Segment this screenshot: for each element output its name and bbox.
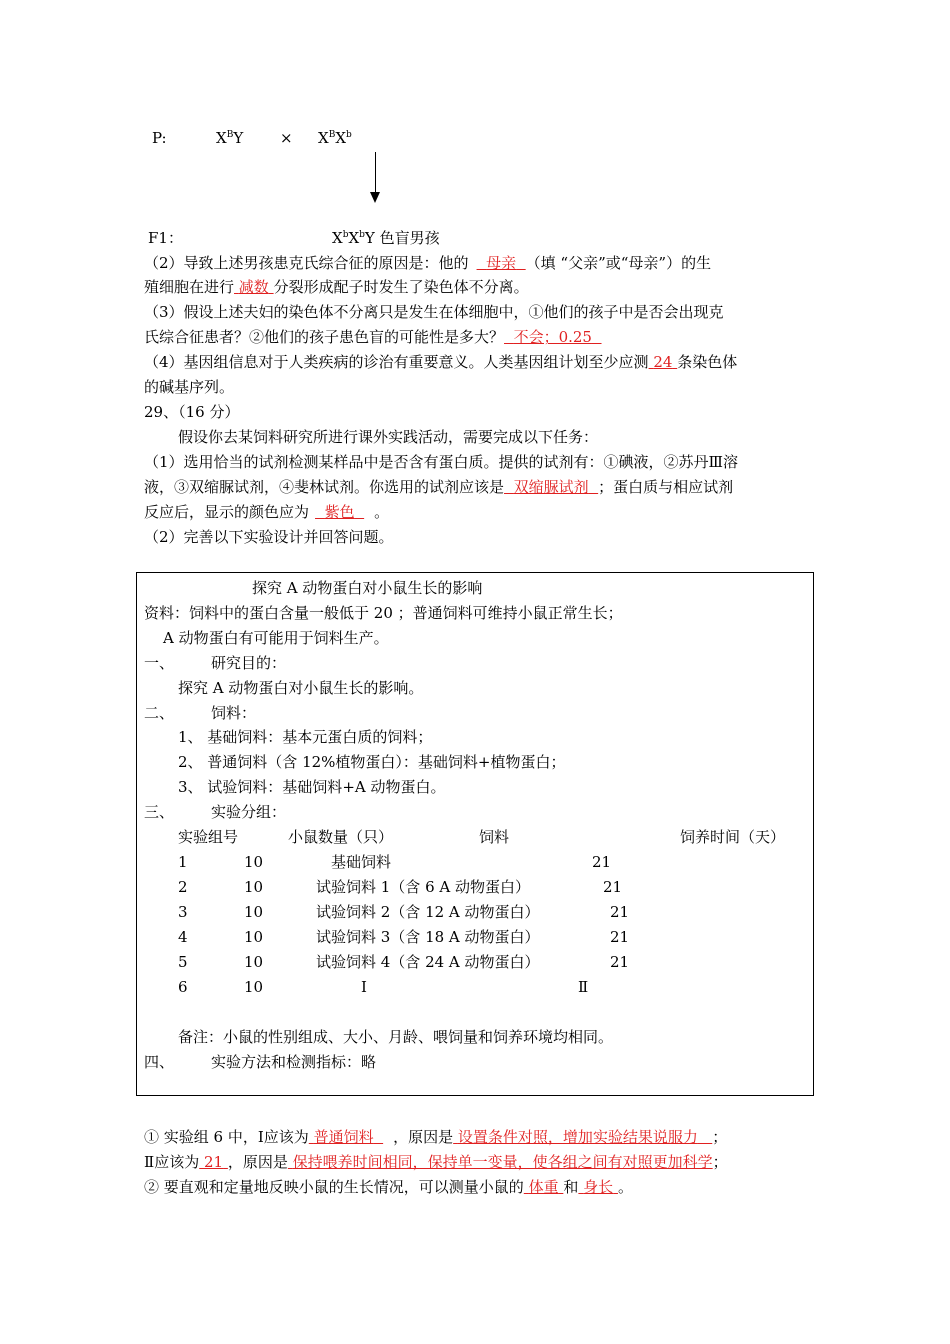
q29-p1-line2: 液，③双缩脲试剂，④斐林试剂。你选用的试剂应该是 双缩脲试剂 ；蛋白质与相应试剂 [144,478,734,496]
answer-line-1: ① 实验组 6 中，Ⅰ应该为 普通饲料 ，原因是 设置条件对照，增加实验结果说服力 ； [144,1128,728,1146]
q3-answer: 不会；0.25 [513,328,592,346]
table-row-6-days-blank: Ⅱ [578,978,589,996]
table-header-group: 实验组号 [178,828,239,846]
box-feed2: 2、 普通饲料（含 12%植物蛋白）：基础饲料+植物蛋白； [178,753,566,771]
box-title: 探究 A 动物蛋白对小鼠生长的影响 [252,579,483,597]
answer-line-3: ② 要直观和定量地反映小鼠的生长情况，可以测量小鼠的 体重 和 身长 。 [144,1178,633,1196]
table-row-4-count: 10 [244,928,264,946]
box-material-line1: 资料：饲料中的蛋白含量一般低于 20 ；普通饲料可维持小鼠正常生长； [144,604,623,622]
table-row-2-group: 2 [178,878,188,896]
table-row-3-group: 3 [178,903,188,921]
cross-arrow-head-icon [370,192,380,203]
q3-line1: （3）假设上述夫妇的染色体不分离只是发生在体细胞中，①他们的孩子中是否会出现克 [144,303,724,321]
box-sec1-num: 一、 [144,654,175,672]
q4-answer: 24 [653,353,673,371]
answer-reason-1: 设置条件对照，增加实验结果说服力 [457,1128,698,1146]
answer-days-blank-2: 21 [203,1153,224,1171]
table-row-5-feed: 试验饲料 4（含 24 A 动物蛋白） [316,953,540,971]
table-row-2-feed: 试验饲料 1（含 6 A 动物蛋白） [316,878,530,896]
box-sec2-title: 饲料： [211,704,257,722]
table-row-3-feed: 试验饲料 2（含 12 A 动物蛋白） [316,903,540,921]
box-note: 备注：小鼠的性别组成、大小、月龄、喂饲量和饲养环境均相同。 [178,1028,614,1046]
q2-line1: （2）导致上述男孩患克氏综合征的原因是：他的 母亲 （填 “父亲”或“母亲”）的生 [144,254,712,272]
table-row-5-group: 5 [178,953,188,971]
table-row-1-days: 21 [592,853,612,871]
answer-weight: 体重 [528,1178,559,1196]
table-header-feed: 饲料 [479,828,510,846]
box-sec1-body: 探究 A 动物蛋白对小鼠生长的影响。 [178,679,424,697]
table-row-1-group: 1 [178,853,188,871]
answer-reason-2: 保持喂养时间相同，保持单一变量，使各组之间有对照更加科学 [292,1153,713,1171]
cross-mother: $X^BX^b$ [318,129,352,147]
q29-p2: （2）完善以下实验设计并回答问题。 [144,528,394,546]
box-sec4-title: 实验方法和检测指标：略 [211,1053,377,1071]
table-header-days: 饲养时间（天） [680,828,786,846]
q29-answer-color: 紫色 [324,503,355,521]
box-feed1: 1、 基础饲料：基本元蛋白质的饲料； [178,728,433,746]
table-row-5-days: 21 [610,953,630,971]
q2-line2: 殖细胞在进行 减数 分裂形成配子时发生了染色体不分离。 [144,278,529,296]
q3-line2: 氏综合征患者？②他们的孩子患色盲的可能性是多大？ 不会；0.25 [144,327,602,347]
table-row-1-feed: 基础饲料 [331,853,392,871]
box-sec1-title: 研究目的： [211,654,287,672]
table-row-1-count: 10 [244,853,264,871]
table-row-6-count: 10 [244,978,264,996]
table-row-6-group: 6 [178,978,188,996]
cross-arrow-line [375,152,376,194]
box-sec3-num: 三、 [144,803,175,821]
q29-p1-line3: 反应后，显示的颜色应为 紫色 。 [144,503,390,521]
box-sec4-num: 四、 [144,1053,175,1071]
q29-heading: 29、（16 分） [144,403,240,421]
cross-p-label: P: [152,129,167,147]
table-row-4-days: 21 [610,928,630,946]
cross-father: $X^BY$ [216,129,244,147]
table-row-3-count: 10 [244,903,264,921]
box-feed3: 3、 试验饲料：基础饲料+A 动物蛋白。 [178,778,446,796]
cross-times-sign: × [280,129,293,147]
box-material-line2: A 动物蛋白有可能用于饲料生产。 [163,629,389,647]
q29-intro: 假设你去某饲料研究所进行课外实践活动，需要完成以下任务： [178,428,599,446]
q4-line1: （4）基因组信息对于人类疾病的诊治有重要意义。人类基因组计划至少应测 24 条染色体 [144,353,738,371]
q29-answer-reagent: 双缩脲试剂 [513,478,589,496]
table-row-3-days: 21 [610,903,630,921]
table-row-2-count: 10 [244,878,264,896]
q29-p1-line1: （1）选用恰当的试剂检测某样品中是否含有蛋白质。提供的试剂有：①碘液，②苏丹Ⅲ溶 [144,453,739,471]
table-row-5-count: 10 [244,953,264,971]
answer-feed-blank-1: 普通饲料 [313,1128,374,1146]
box-sec2-num: 二、 [144,704,175,722]
cross-f1-child: $X^bX^bY$ 色盲男孩 [332,229,440,247]
table-row-2-days: 21 [603,878,623,896]
box-sec3-title: 实验分组： [211,803,287,821]
table-header-count: 小鼠数量（只） [288,828,394,846]
q2-answer-division: 减数 [238,278,269,296]
table-row-4-group: 4 [178,928,188,946]
cross-f1-label: F1： [148,229,183,247]
table-row-4-feed: 试验饲料 3（含 18 A 动物蛋白） [316,928,540,946]
q4-line2: 的碱基序列。 [144,378,235,396]
table-row-6-feed-blank: Ⅰ [361,978,367,996]
q2-answer-parent: 母亲 [486,254,517,272]
answer-length: 身长 [583,1178,614,1196]
answer-line-2: Ⅱ应该为 21 ，原因是 保持喂养时间相同，保持单一变量，使各组之间有对照更加科学； [144,1153,728,1171]
